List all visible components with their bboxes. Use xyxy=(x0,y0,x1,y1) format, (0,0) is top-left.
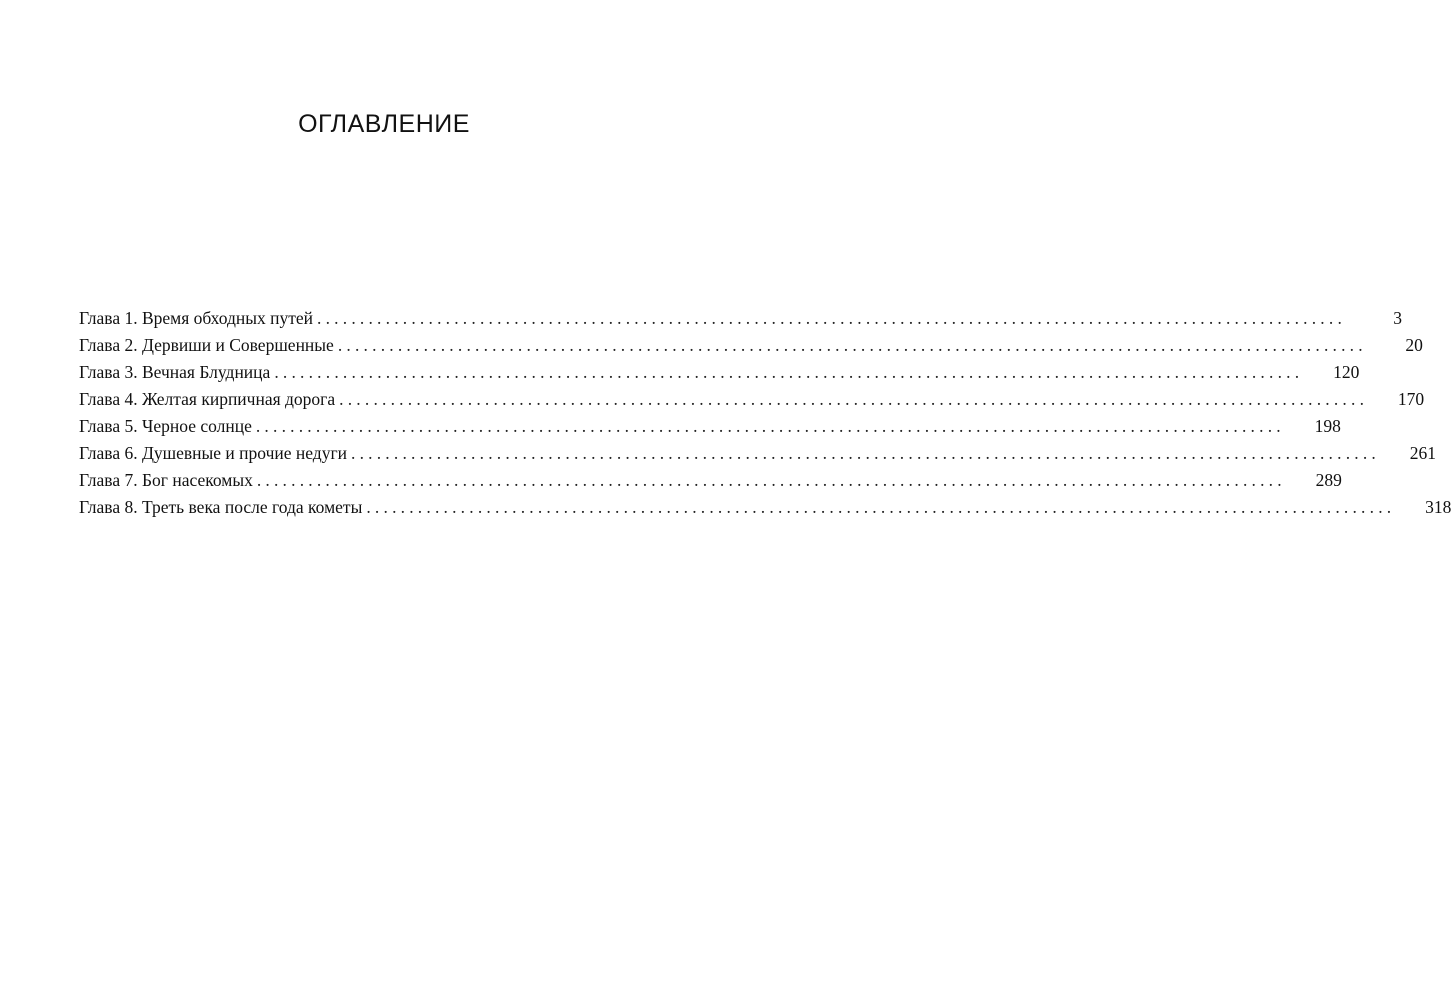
toc-entry xyxy=(79,413,1341,440)
toc-entry-title: Глава 8. Треть века после года кометы xyxy=(79,497,363,517)
toc-entry-page: 20 xyxy=(1405,335,1423,355)
toc-dot-leader: ........................................................................................................................ xyxy=(256,470,1286,490)
toc-entry xyxy=(79,332,1423,359)
page-title: ОГЛАВЛЕНИЕ xyxy=(298,110,470,138)
toc-dot-leader: ........................................................................................................................ xyxy=(274,362,1304,382)
toc-entry xyxy=(79,467,1342,494)
table-of-contents xyxy=(79,305,1451,521)
toc-entry xyxy=(79,305,1403,332)
toc-entry-title: Глава 3. Вечная Блудница xyxy=(79,362,271,382)
toc-entry-page: 170 xyxy=(1397,389,1425,409)
toc-entry xyxy=(79,359,1360,386)
toc-dot-leader: ........................................................................................................................ xyxy=(351,443,1380,463)
toc-entry-title: Глава 6. Душевные и прочие недуги xyxy=(79,443,347,463)
toc-entry xyxy=(79,440,1436,467)
toc-entry-title: Глава 7. Бог насекомых xyxy=(79,470,253,490)
toc-entry-page: 318 xyxy=(1425,497,1451,517)
toc-dot-leader: ........................................................................................................................ xyxy=(339,389,1369,409)
toc-entry-page: 289 xyxy=(1315,470,1342,490)
toc-entry-page: 261 xyxy=(1409,443,1436,463)
toc-dot-leader: ........................................................................................................................ xyxy=(366,497,1396,517)
toc-dot-leader: ........................................................................................................................ xyxy=(337,335,1367,355)
toc-entry-page: 198 xyxy=(1314,416,1341,436)
toc-entry-title: Глава 4. Желтая кирпичная дорога xyxy=(79,389,336,409)
toc-entry-page: 3 xyxy=(1393,308,1403,328)
toc-entry-title: Глава 1. Время обходных путей xyxy=(79,308,314,328)
toc-dot-leader: ........................................................................................................................ xyxy=(317,308,1347,328)
toc-entry xyxy=(79,386,1425,413)
toc-entry-title: Глава 2. Дервиши и Совершенные xyxy=(79,335,334,355)
toc-entry-title: Глава 5. Черное солнце xyxy=(79,416,252,436)
toc-dot-leader: ........................................................................................................................ xyxy=(255,416,1285,436)
toc-entry-page: 120 xyxy=(1333,362,1360,382)
toc-entry xyxy=(79,494,1451,521)
